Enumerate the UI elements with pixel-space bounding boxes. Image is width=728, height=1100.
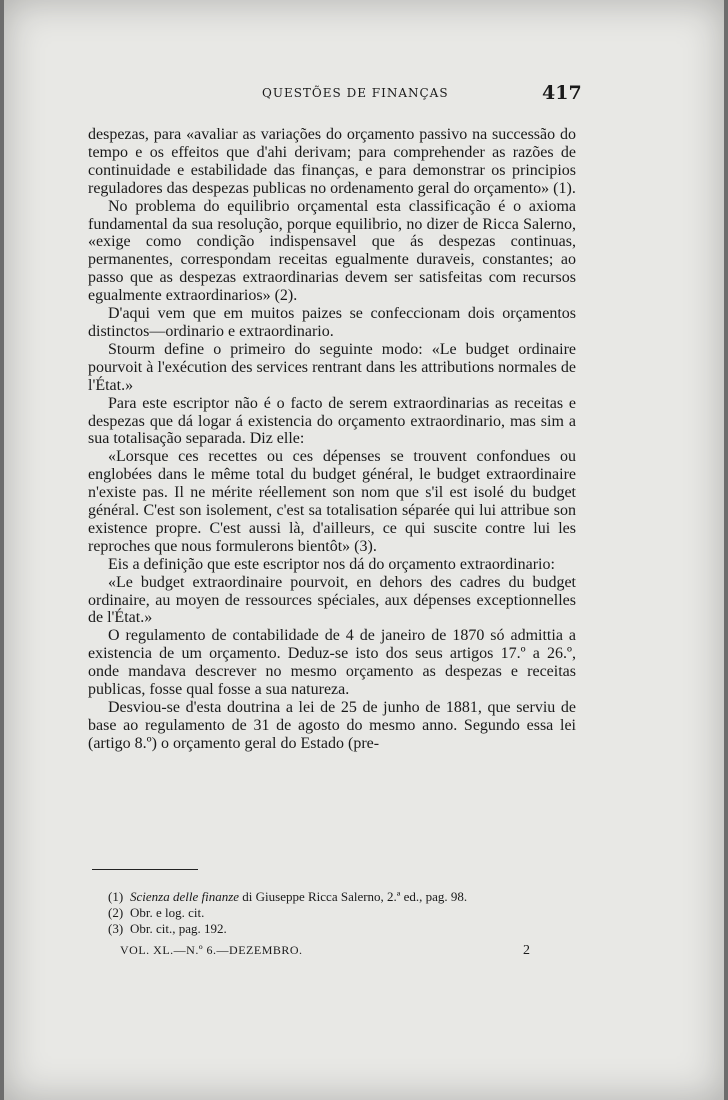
footnote-rule — [92, 869, 198, 870]
footnote-body — [130, 889, 467, 905]
paragraph-8: «Le budget extraordinaire pourvoit, en dehors des cadres du budget ordinaire, au moyen de ressources spéciales, aux dépenses exceptionnelles de l'État.» — [88, 573, 576, 627]
footnote-text: di Giuseppe Ricca Salerno, 2.ª ed., pag. 98. — [239, 889, 468, 904]
paragraph-10: Desviou-se d'esta doutrina a lei de 25 de junho de 1881, que serviu de base ao regulamento de 31 de agosto do mesmo anno. Segundo essa lei (artigo 8.º) o orçamento geral do Estado (pre- — [88, 699, 576, 752]
paragraph-7: Eis a definição que este escriptor nos dá do orçamento extraordinario: — [108, 555, 555, 573]
paragraph-6: «Lorsque ces recettes ou ces dépenses se trouvent confondues ou englobées dans le même total du budget général, le budget extraordinaire n'existe pas. Il ne mérite réellement son nom que s'il est isolé du budget général. C'est son isolement, c'est sa totalisation séparée qui lui attribue son existence propre. C'est aussi là, d'ailleurs, ce qui suscite contre lui les reproches que nous formulerons bientôt» (3). — [88, 448, 576, 555]
paragraph-3: D'aqui vem que em muitos paizes se confeccionam dois orçamentos distinctos—ordinario e extraordinario. — [88, 305, 576, 340]
footnote-mark: (3) — [108, 921, 124, 936]
paragraph-9: O regulamento de contabilidade de 4 de janeiro de 1870 só admittia a existencia de um orçamento. Deduz-se isto dos seus artigos 17.º a 26.º, onde mandava descrever no mesmo orçamento as despezas e receitas publicas, fosse qual fosse a sua natureza. — [88, 627, 576, 699]
footnote-2 — [108, 905, 568, 921]
footnote-1 — [108, 889, 568, 905]
signature-number: 2 — [523, 943, 530, 958]
page-number: 417 — [542, 82, 582, 104]
paragraph-2: No problema do equilibrio orçamental esta classificação é o axioma fundamental da sua resolução, porque equilibrio, no dizer de Ricca Salerno, «exige como condição indispensavel que ás despezas continuas, permanentes, correspondam receitas egualmente duraveis, constantes; ao passo que as despezas extraordinarias devem ser satisfeitas com recursos egualmente extraordinarios» (2). — [88, 197, 576, 305]
footnote-mark: (2) — [108, 905, 124, 920]
footnote-title: Scienza delle finanze — [130, 889, 240, 904]
running-header: QUESTÕES DE FINANÇAS — [262, 86, 449, 100]
footnotes — [108, 889, 568, 937]
book-page — [4, 0, 724, 1100]
paragraph-5: Para este escriptor não é o facto de serem extraordinarias as receitas e despezas que dá logar á existencia do orçamento extraordinario, mas sim a sua totalisação separada. Diz elle: — [88, 394, 576, 448]
footnote-text: Obr. cit., pag. 192. — [130, 921, 227, 936]
paragraph-4: Stourm define o primeiro do seguinte modo: «Le budget ordinaire pourvoit à l'exécution des services rentrant dans les attributions normales de l'État.» — [88, 340, 576, 394]
volume-signature: VOL. XL.—N.º 6.—DEZEMBRO. — [120, 943, 303, 957]
body-text — [88, 126, 576, 753]
footnote-text: Obr. e log. cit. — [130, 905, 205, 920]
paragraph-1: despezas, para «avaliar as variações do orçamento passivo na successão do tempo e os effeitos que d'ahi derivam; para comprehender as razões de continuidade e estabilidade das finanças, e para demonstrar os principios reguladores das despezas publicas no ordenamento geral do orçamento» (1). — [88, 126, 576, 197]
footnote-3 — [108, 921, 568, 937]
footnote-mark: (1) — [108, 889, 124, 904]
